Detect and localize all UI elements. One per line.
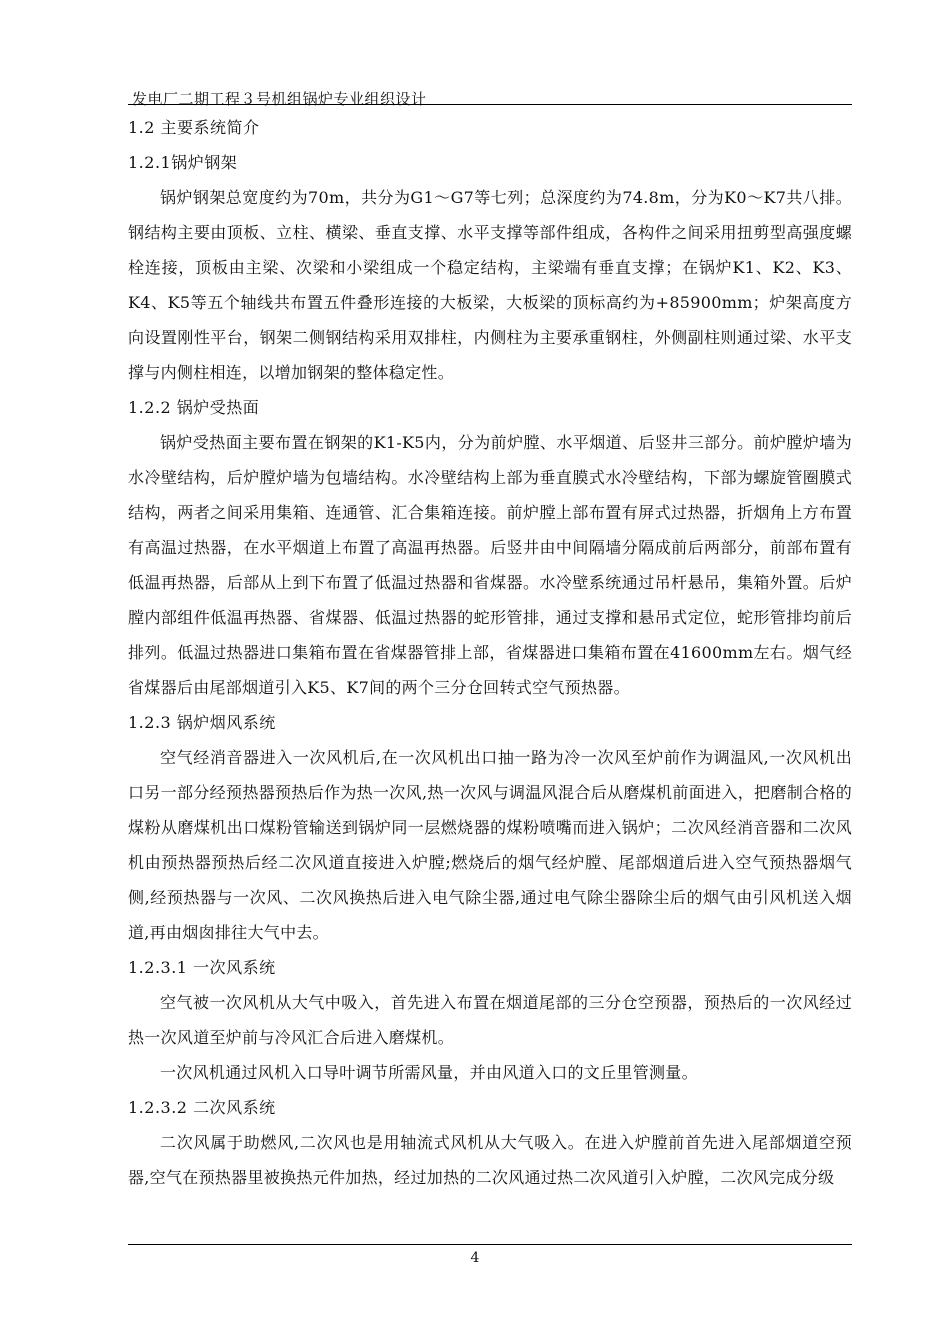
paragraph-heating-surface: 锅炉受热面主要布置在钢架的K1-K5内，分为前炉膛、水平烟道、后竖井三部分。前炉膛炉墙为水冷壁结构，后炉膛炉墙为包墙结构。水冷壁结构上部为垂直膜式水冷壁结构，下部为螺旋管圈膜式结构，两者之间采用集箱、连通管、汇合集箱连接。前炉膛上部布置有屏式过热器，折烟角上方布置有高温过热器，在水平烟道上布置了高温再热器。后竖井由中间隔墙分隔成前后两部分，前部布置有低温再热器，后部从上到下布置了低温过热器和省煤器。水冷壁系统通过吊杆悬吊，集箱外置。后炉膛内部组件低温再热器、省煤器、低温过热器的蛇形管排，通过支撑和悬吊式定位，蛇形管排均前后排列。低温过热器进口集箱布置在省煤器管排上部，省煤器进口集箱布置在41600mm左右。烟气经省煤器后由尾部烟道引入K5、K7间的两个三分仓回转式空气预热器。	[128, 433, 852, 697]
paragraph-primary-air-2: 一次风机通过风机入口导叶调节所需风量，并由风道入口的文丘里管测量。	[160, 1063, 698, 1082]
section-heading-1-2-1: 1.2.1锅炉钢架	[128, 153, 238, 172]
section-heading-1-2-3-2: 1.2.3.2 二次风系统	[128, 1098, 276, 1117]
section-heading-1-2-2: 1.2.2 锅炉受热面	[128, 398, 260, 417]
footer-divider	[128, 1244, 852, 1245]
header-divider	[128, 104, 852, 105]
section-heading-1-2-3: 1.2.3 锅炉烟风系统	[128, 713, 276, 732]
section-heading-1-2-3-1: 1.2.3.1 一次风系统	[128, 958, 276, 977]
paragraph-flue-air-system: 空气经消音器进入一次风机后,在一次风机出口抽一路为冷一次风至炉前作为调温风,一次风机出口另一部分经预热器预热后作为热一次风,热一次风与调温风混合后从磨煤机前面进入，把磨制合格的煤粉从磨煤机出口煤粉管输送到锅炉同一层燃烧器的煤粉喷嘴而进入锅炉；二次风经消音器和二次风机由预热器预热后经二次风道直接进入炉膛;燃烧后的烟气经炉膛、尾部烟道后进入空气预热器烟气侧,经预热器与一次风、二次风换热后进入电气除尘器,通过电气除尘器除尘后的烟气由引风机送入烟道,再由烟囱排往大气中去。	[128, 748, 852, 942]
document-body	[128, 110, 852, 1195]
paragraph-boiler-steel-frame: 锅炉钢架总宽度约为70m，共分为G1～G7等七列；总深度约为74.8m，分为K0～K7共八排。钢结构主要由顶板、立柱、横梁、垂直支撑、水平支撑等部件组成，各构件之间采用扭剪型高强度螺栓连接，顶板由主梁、次梁和小梁组成一个稳定结构，主梁端有垂直支撑；在锅炉K1、K2、K3、K4、K5等五个轴线共布置五件叠形连接的大板梁，大板梁的顶标高约为+85900mm；炉架高度方向设置刚性平台，钢架二侧钢结构采用双排柱，内侧柱为主要承重钢柱，外侧副柱则通过梁、水平支撑与内侧柱相连，以增加钢架的整体稳定性。	[128, 188, 852, 382]
paragraph-primary-air-1: 空气被一次风机从大气中吸入，首先进入布置在烟道尾部的三分仓空预器，预热后的一次风经过热一次风道至炉前与冷风汇合后进入磨煤机。	[128, 993, 852, 1047]
paragraph-secondary-air: 二次风属于助燃风,二次风也是用轴流式风机从大气吸入。在进入炉膛前首先进入尾部烟道空预器,空气在预热器里被换热元件加热，经过加热的二次风通过热二次风道引入炉膛，二次风完成分级	[128, 1133, 852, 1187]
page-header-title: 发电厂二期工程３号机组锅炉专业组织设计	[132, 90, 427, 108]
section-heading-1-2: 1.2 主要系统简介	[128, 118, 260, 137]
page-number: 4	[470, 1250, 480, 1266]
